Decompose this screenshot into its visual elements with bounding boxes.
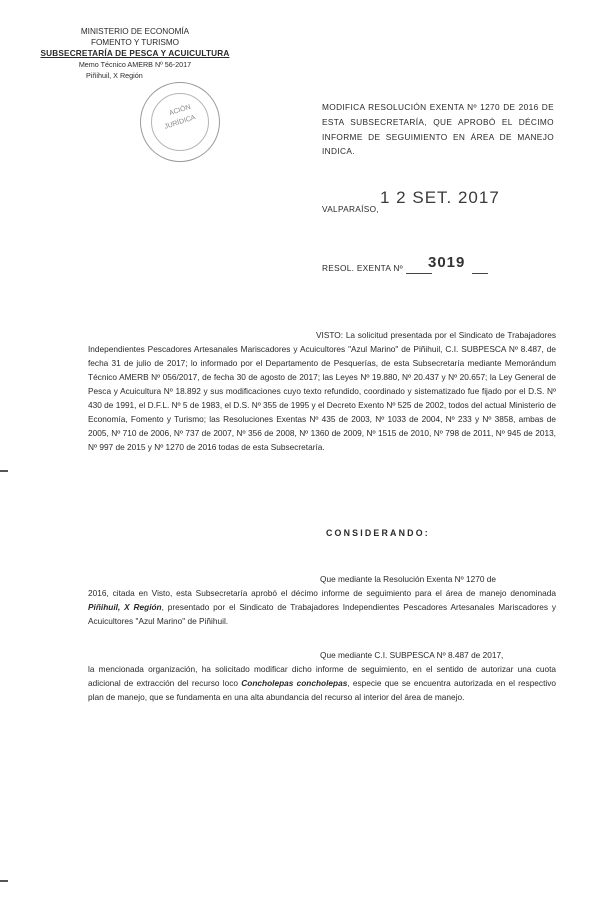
resolution-label: RESOL. EXENTA Nº	[322, 263, 403, 273]
letterhead	[40, 26, 230, 81]
resolution-number-line-2	[472, 273, 488, 274]
stamp-text-mid: JURÍDICA	[163, 114, 197, 131]
scan-edge-mark	[0, 470, 8, 472]
resolution-number-line	[406, 273, 432, 274]
paragraph-2-text-a: la mencionada organización, ha solicitado modificar dicho informe de seguimiento, en el sentido de autorizar una cuota adicional de extracción del recurso loco	[88, 664, 556, 688]
legal-division-stamp	[140, 82, 220, 162]
paragraph-1-text-a: 2016, citada en Visto, esta Subsecretaría aprobó el décimo informe de seguimiento para el área de manejo denominada	[88, 588, 556, 598]
region-reference: Piñihuil, X Región	[86, 71, 143, 80]
considerando-paragraph-2	[88, 648, 556, 704]
species-name: Concholepas concholepas	[241, 678, 348, 688]
memo-reference: Memo Técnico AMERB Nº 56-2017	[78, 60, 192, 69]
scan-edge-mark	[0, 880, 8, 882]
subsecretariat-name: SUBSECRETARÍA DE PESCA Y ACUICULTURA	[40, 49, 230, 58]
resolution-subject: MODIFICA RESOLUCIÓN EXENTA Nº 1270 DE 2016 DE ESTA SUBSECRETARÍA, QUE APROBÓ EL DÉCIMO INFORME DE SEGUIMIENTO EN ÁREA DE MANEJO INDICA.	[322, 102, 554, 157]
resolution-date: 1 2 SET. 2017	[380, 188, 500, 207]
paragraph-2-text-b: , especie que se encuentra autorizada en el respectivo plan de manejo, que se fundamenta en una alta abundancia del recurso al interior del área de manejo.	[88, 678, 556, 702]
ministry-subtitle: FOMENTO Y TURISMO	[90, 38, 180, 47]
visto-label: VISTO:	[316, 330, 344, 340]
paragraph-1-body	[88, 586, 556, 628]
resolution-number: 3019	[428, 254, 466, 271]
visto-paragraph	[88, 328, 556, 454]
paragraph-2-body	[88, 662, 556, 704]
ministry-name: MINISTERIO DE ECONOMÍA	[80, 27, 190, 36]
place-label: VALPARAÍSO,	[322, 204, 379, 214]
area-name: Piñihuil, X Región	[88, 602, 162, 612]
considerando-heading: CONSIDERANDO:	[326, 528, 430, 538]
paragraph-2-first-line: Que mediante C.I. SUBPESCA Nº 8.487 de 2017,	[320, 650, 504, 660]
paragraph-1-first-line: Que mediante la Resolución Exenta Nº 1270 de	[320, 574, 496, 584]
considerando-paragraph-1	[88, 572, 556, 628]
stamp-text-top: ACIÓN	[168, 103, 192, 118]
paragraph-1-text-b: , presentado por el Sindicato de Trabajadores Independientes Pescadores Artesanales Mariscadores y Acuicultores "Azul Marino" de Piñihuil.	[88, 602, 556, 626]
visto-text: La solicitud presentada por el Sindicato de Trabajadores Independientes Pescadores Artesanales Mariscadores y Acuicultores "Azul Marino" de Piñihuil, C.I. SUBPESCA Nº 8.487, de fecha 31 de julio de 2017; lo informado por el Departamento de Pesquerías, de esta Subsecretaría mediante Memorándum Técnico AMERB Nº 056/2017, de fecha 30 de agosto de 2017; las Leyes Nº 19.880, Nº 20.437 y Nº 20.657; la Ley General de Pesca y Acuicultura Nº 18.892 y sus modificaciones cuyo texto refundido, coordinado y sistematizado fue fijado por el D.S. Nº 430 de 1991, el D.F.L. Nº 5 de 1983, el D.S. Nº 355 de 1995 y el Decreto Exento Nº 525 de 2002, todos del actual Ministerio de Economía, Fomento y Turismo; las Resoluciones Exentas Nº 435 de 2003, Nº 1033 de 2004, Nº 233 y Nº 3858, ambas de 2005, Nº 710 de 2006, Nº 737 de 2007, Nº 356 de 2008, Nº 1360 de 2009, Nº 1515 de 2010, Nº 798 de 2011, Nº 945 de 2013, Nº 997 de 2015 y Nº 1270 de 2016 todas de esta Subsecretaría.	[88, 330, 556, 452]
